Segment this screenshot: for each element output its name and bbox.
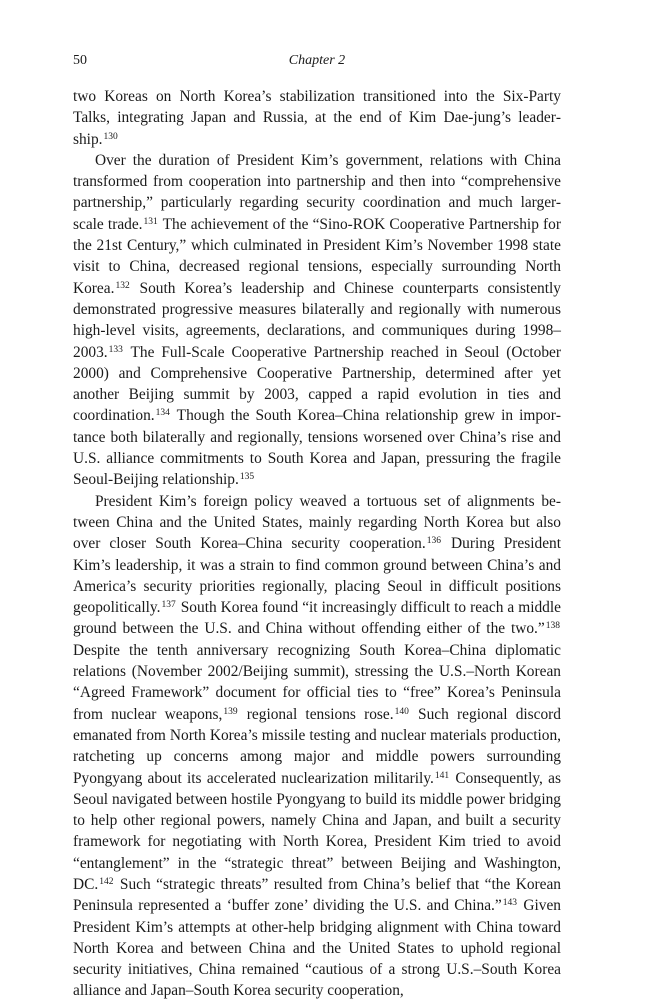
footnote-marker: 131 (143, 216, 158, 227)
page-number: 50 (73, 53, 87, 68)
body-text (73, 86, 561, 1002)
text-run: Such “strategic threats” resulted from China’s belief that “the Korean Peninsula represented a ‘buffer zone’ dividing the U.S. and China.” (73, 875, 561, 915)
text-run: Given President Kim’s attempts at other-help bridging alignment with China toward North Korea and between China and the United States to uphold regional security initiatives, China remained “cautious of a strong U.S.–South Korea alliance and Japan–South Korea security cooperation, (73, 897, 562, 1000)
footnote-marker: 137 (161, 600, 176, 611)
footnote-marker: 134 (155, 408, 170, 419)
footnote-marker: 135 (239, 472, 255, 483)
footnote-marker: 138 (545, 621, 560, 632)
footnote-marker: 132 (115, 280, 130, 291)
footnote-marker: 136 (426, 536, 441, 547)
footnote-marker: 139 (223, 706, 238, 717)
footnote-marker: 142 (99, 876, 114, 887)
paragraph (73, 491, 561, 1002)
text-run: President Kim’s foreign policy weaved a tortuous set of alignments between China and the United States, mainly regarding North Korea but also over closer South Korea–China security cooperation. (73, 492, 561, 553)
text-run: South Korea’s leadership and Chinese counterparts consistently demonstrated progressive measures bilaterally and regionally with numerous high-level visits, agreements, declarations, and communiques during 1998–2003. (73, 279, 561, 361)
text-run: Though the South Korea–China relationship grew in importance both bilaterally and regionally, tensions worsened over China’s rise and U.S. alliance commitments to South Korea and Japan, pressuring the fragile Seoul-Beijing relationship. (73, 407, 561, 489)
text-run: Over the duration of President Kim’s government, relations with China transformed from cooperation into partnership and then into “comprehensive partnership,” particularly regarding security coordination and much larger-scale trade. (73, 151, 561, 233)
running-head (73, 50, 561, 72)
paragraph (73, 150, 561, 491)
chapter-title: Chapter 2 (288, 53, 346, 68)
text-run: During President Kim’s leadership, it was a strain to find common ground between China’s and America’s security priorities regionally, placing Seoul in difficult positions geopolitically. (73, 535, 561, 617)
document-page (73, 50, 561, 1002)
text-run: regional tensions rose. (238, 705, 394, 723)
footnote-marker: 140 (394, 706, 409, 717)
paragraph (73, 86, 561, 150)
footnote-marker: 143 (502, 898, 517, 909)
footnote-marker: 141 (434, 770, 450, 781)
text-run: Such regional discord emanated from North Korea’s missile testing and nuclear materials production, ratcheting up concerns among major and middle powers surrounding Pyongyang about its accelerated nuclearization militarily. (73, 705, 561, 787)
text-run: Consequently, as Seoul navigated between hostile Pyongyang to build its middle power bridging to help other regional powers, namely China and Japan, and built a security framework for negotiating with North Korea, President Kim tried to avoid “entanglement” in the “strategic threat” between Beijing and Washington, DC. (73, 769, 561, 893)
text-run: South Korea found “it increasingly difficult to reach a middle ground between the U.S. and China without offending either of the two.” (73, 599, 561, 638)
footnote-marker: 130 (103, 131, 118, 142)
text-run: Despite the tenth anniversary recognizing South Korea–China diplomatic relations (November 2002/Beijing summit), stressing the U.S.–North Korean “Agreed Framework” document for official ties to “free” Korea’s Peninsula from nuclear weapons, (73, 641, 561, 723)
text-run: two Koreas on North Korea’s stabilization transitioned into the Six-Party Talks, integrating Japan and Russia, at the end of Kim Dae-jung’s leadership. (73, 88, 561, 148)
footnote-marker: 133 (108, 344, 123, 355)
text-run: The Full-Scale Cooperative Partnership reached in Seoul (October 2000) and Comprehensive Cooperative Partnership, determined after yet another Beijing summit by 2003, capped a rapid evolution in ties and coordination. (73, 343, 561, 425)
text-run: The achievement of the “Sino-ROK Cooperative Partnership for the 21st Century,” which culminated in President Kim’s November 1998 state visit to China, decreased regional tensions, especially surrounding North Korea. (73, 215, 561, 297)
